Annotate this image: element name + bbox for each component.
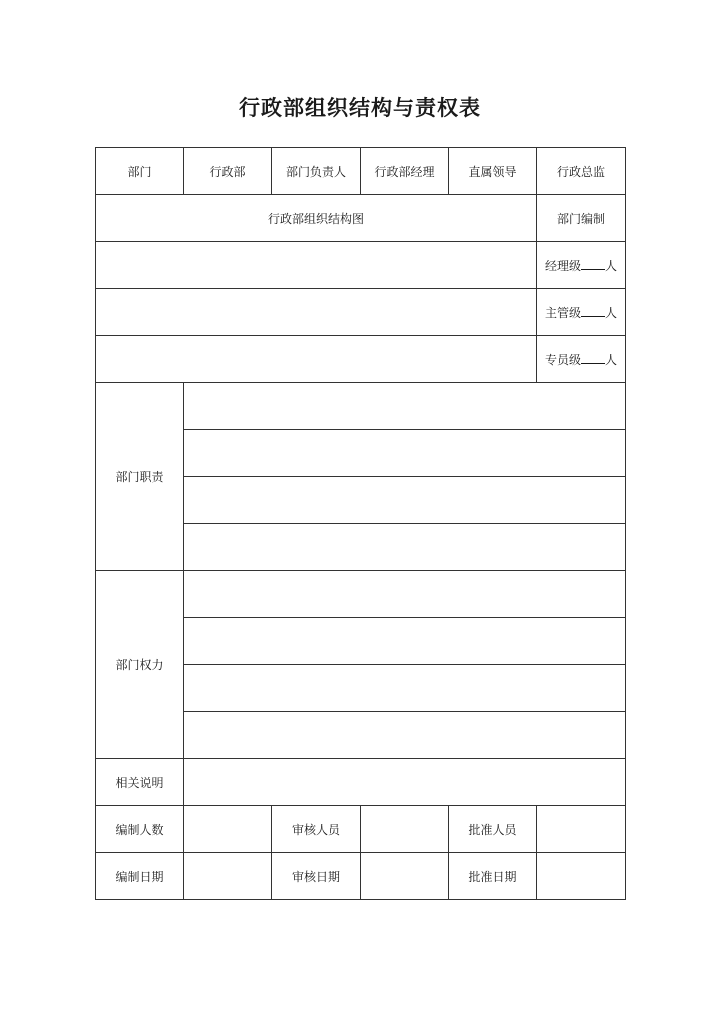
approval-date-label: 批准日期 xyxy=(449,853,537,900)
notes-row xyxy=(96,759,626,806)
prepared-count-label: 编制人数 xyxy=(96,806,184,853)
org-chart-row-1 xyxy=(96,242,626,289)
count-blank xyxy=(581,307,605,317)
review-date-label: 审核日期 xyxy=(272,853,361,900)
footer-row-1 xyxy=(96,806,626,853)
responsibilities-row xyxy=(96,383,626,430)
department-label: 部门 xyxy=(96,148,184,195)
approval-date-field[interactable] xyxy=(537,853,626,900)
notes-label: 相关说明 xyxy=(96,759,184,806)
approver-field[interactable] xyxy=(537,806,626,853)
prepared-count-field[interactable] xyxy=(184,806,272,853)
org-chart-label: 行政部组织结构图 xyxy=(96,195,537,242)
authority-line[interactable] xyxy=(184,712,626,759)
department-value: 行政部 xyxy=(184,148,272,195)
supervisor-value: 行政总监 xyxy=(537,148,626,195)
org-chart-row-2 xyxy=(96,289,626,336)
org-chart-area[interactable] xyxy=(96,289,537,336)
org-chart-header-row xyxy=(96,195,626,242)
authority-line[interactable] xyxy=(184,571,626,618)
count-blank xyxy=(581,354,605,364)
page-title: 行政部组织结构与责权表 xyxy=(239,95,481,120)
authority-label: 部门权力 xyxy=(96,571,184,759)
staffing-label: 部门编制 xyxy=(537,195,626,242)
staffing-supervisor-level: 主管级 人 xyxy=(537,289,626,336)
review-date-field[interactable] xyxy=(361,853,449,900)
org-chart-row-3 xyxy=(96,336,626,383)
head-value: 行政部经理 xyxy=(361,148,449,195)
org-chart-area[interactable] xyxy=(96,242,537,289)
staffing-manager-level: 经理级 人 xyxy=(537,242,626,289)
responsibility-line[interactable] xyxy=(184,524,626,571)
prepared-date-field[interactable] xyxy=(184,853,272,900)
reviewer-label: 审核人员 xyxy=(272,806,361,853)
responsibilities-label: 部门职责 xyxy=(96,383,184,571)
staffing-specialist-level: 专员级 人 xyxy=(537,336,626,383)
count-blank xyxy=(581,260,605,270)
approver-label: 批准人员 xyxy=(449,806,537,853)
notes-field[interactable] xyxy=(184,759,626,806)
org-chart-area[interactable] xyxy=(96,336,537,383)
footer-row-2 xyxy=(96,853,626,900)
authority-row xyxy=(96,571,626,618)
authority-line[interactable] xyxy=(184,618,626,665)
authority-line[interactable] xyxy=(184,665,626,712)
header-row xyxy=(96,148,626,195)
responsibility-line[interactable] xyxy=(184,477,626,524)
prepared-date-label: 编制日期 xyxy=(96,853,184,900)
supervisor-label: 直属领导 xyxy=(449,148,537,195)
reviewer-field[interactable] xyxy=(361,806,449,853)
responsibility-line[interactable] xyxy=(184,430,626,477)
head-label: 部门负责人 xyxy=(272,148,361,195)
responsibility-table xyxy=(95,147,626,900)
responsibility-line[interactable] xyxy=(184,383,626,430)
